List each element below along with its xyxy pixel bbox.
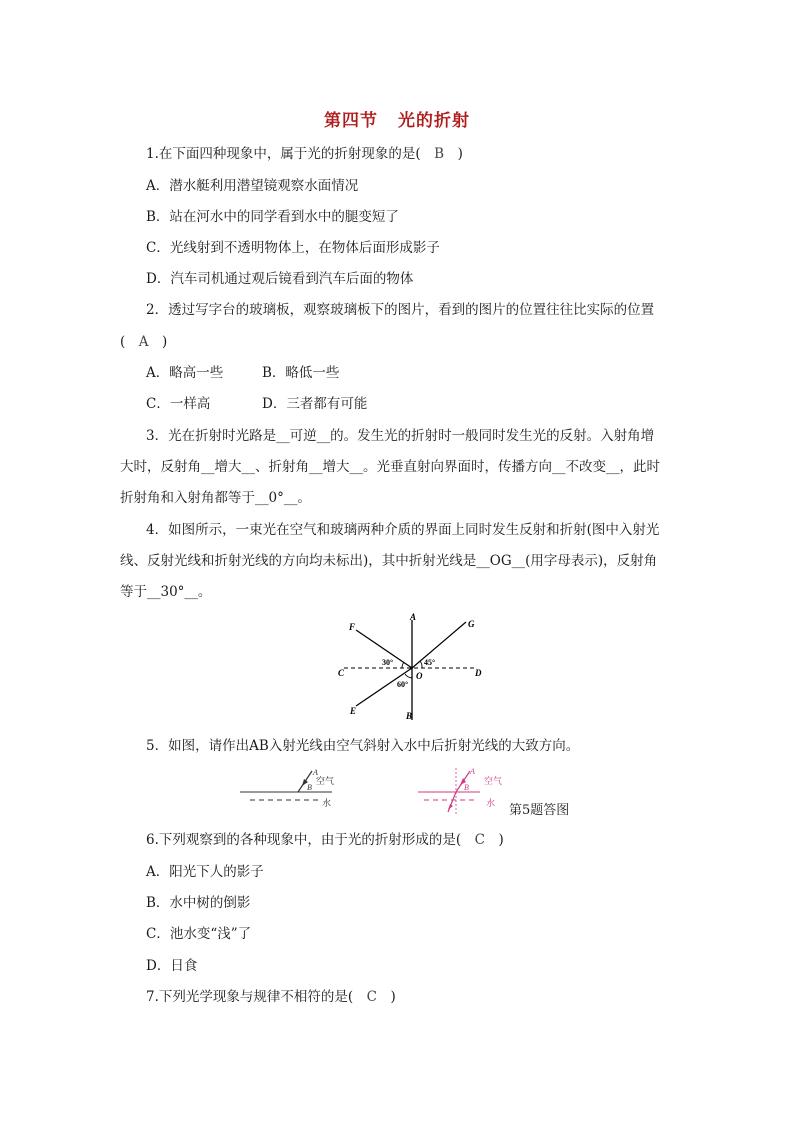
q3-line3: 折射角和入射角都等于__0°__。 xyxy=(120,490,311,506)
q1-option-d: D．汽车司机通过观后镜看到汽车后面的物体 xyxy=(146,271,414,287)
label-a: A xyxy=(410,612,417,622)
angle-label-45: 45° xyxy=(424,658,436,667)
label-b: B xyxy=(406,711,413,721)
angle-arc-45 xyxy=(420,661,422,668)
q3-line1: 3．光在折射时光路是__可逆__的。发生光的折射时一般同时发生光的反射。入射角增 xyxy=(146,428,655,444)
q7-answer: C xyxy=(366,989,377,1005)
q2-option-c: C．一样高 xyxy=(146,396,211,412)
q1-answer: B xyxy=(434,146,445,162)
label-f: F xyxy=(349,622,356,632)
q2-option-d: D．三者都有可能 xyxy=(262,396,368,412)
q5-label-air: 空气 xyxy=(316,776,335,786)
answer-label-water: 水 xyxy=(486,798,496,808)
answer-label-a: A xyxy=(470,767,475,776)
q4-line2: 线、反射光线和折射光线的方向均未标出)，其中折射光线是__OG__(用字母表示)，反射角 xyxy=(120,553,658,569)
q2-answer: A xyxy=(138,334,149,350)
angle-label-30: 30° xyxy=(382,658,394,667)
q6-option-a: A．阳光下人的影子 xyxy=(146,864,264,880)
label-o: O xyxy=(416,671,423,681)
q5-label-a: A xyxy=(313,768,318,777)
q2-option-b: B．略低一些 xyxy=(262,365,340,381)
q1-option-b: B．站在河水中的同学看到水中的腿变短了 xyxy=(146,209,399,225)
q5-question-figure xyxy=(240,764,345,814)
label-e: E xyxy=(350,706,357,716)
label-d: D xyxy=(475,668,482,678)
q4-line3: 等于__30°__。 xyxy=(120,584,212,600)
q6-stem: 6.下列观察到的各种现象中，由于光的折射形成的是( C ) xyxy=(146,832,504,848)
q2-option-a: A．略高一些 xyxy=(146,365,224,381)
section-topic: 光的折射 xyxy=(398,111,470,131)
q5-label-b: B xyxy=(307,783,312,792)
q1-option-c: C．光线射到不透明物体上，在物体后面形成影子 xyxy=(146,240,440,256)
angle-arc-60 xyxy=(405,674,412,678)
label-g: G xyxy=(468,619,475,629)
section-title xyxy=(0,106,794,131)
angle-arc-30 xyxy=(402,662,404,668)
q2-stem: 2．透过写字台的玻璃板，观察玻璃板下的图片，看到的图片的位置往往比实际的位置 xyxy=(146,302,655,318)
section-number: 第四节 xyxy=(324,111,378,131)
answer-label-b: B xyxy=(464,783,469,792)
q4-line1: 4．如图所示，一束光在空气和玻璃两种介质的界面上同时发生反射和折射(图中入射光 xyxy=(146,522,660,538)
q2-stem-line2: ( A ) xyxy=(120,334,168,350)
answer-refracted-arrow xyxy=(448,804,453,810)
answer-label-air: 空气 xyxy=(484,776,503,786)
q5-answer-caption: 第5题答图 xyxy=(509,803,570,818)
q1-stem: 1.在下面四种现象中，属于光的折射现象的是( B ) xyxy=(146,146,463,162)
q5-answer-figure xyxy=(418,764,508,816)
q4-refraction-diagram xyxy=(330,608,490,726)
q5-stem: 5．如图，请作出AB入射光线由空气斜射入水中后折射光线的大致方向。 xyxy=(146,738,580,754)
label-c: C xyxy=(338,668,345,678)
q1-option-a: A．潜水艇利用潜望镜观察水面情况 xyxy=(146,178,359,194)
q6-option-c: C．池水变“浅”了 xyxy=(146,926,252,942)
q5-label-water: 水 xyxy=(322,798,332,808)
q7-stem: 7.下列光学现象与规律不相符的是( C ) xyxy=(146,989,396,1005)
angle-label-60: 60° xyxy=(397,680,409,689)
q3-line2: 大时，反射角__增大__、折射角__增大__。光垂直射向界面时，传播方向__不改变__，此时 xyxy=(120,459,660,475)
q6-answer: C xyxy=(474,832,485,848)
q6-option-d: D．日食 xyxy=(146,958,198,974)
q6-option-b: B．水中树的倒影 xyxy=(146,895,251,911)
